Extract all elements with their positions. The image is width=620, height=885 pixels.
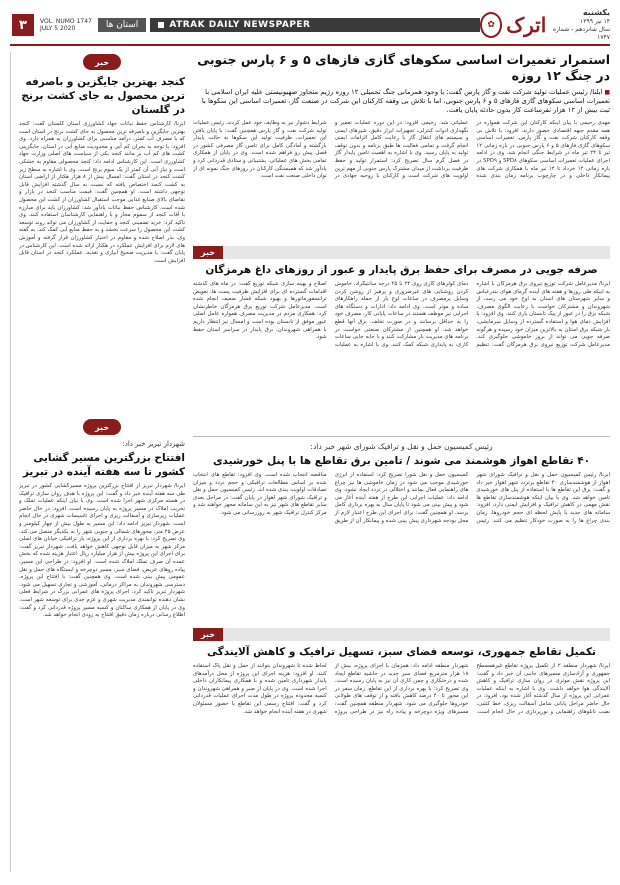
volume-info [40,18,92,32]
story3-kicker: رئیس کمیسیون حمل و نقل و ترافیک شورای شهر خبر داد: [310,442,493,451]
story2-body: ایرنا/ مدیرعامل شرکت توزیع نیروی برق هرمزگان با اشاره به اینکه طی روزها و هفته های آینده گرمای هوای بندرعباس و سایر شهرستان های استان به اوج خود می رسد، از شهروندان و مشترکان خواست با رعایت الگوی مصرف، شبکه برق را در عبور از پیک تابستان یاری کنند. وی افزود: با افزایش دمای هوا و استفاده گسترده از وسایل سرمایشی، بار شبکه برق استان به بالاترین میزان خود رسیده و هرگونه صرفه جویی می تواند از بروز خاموشی جلوگیری کند. مدیرعامل شرکت توزیع نیروی برق هرمزگان گفت: تنظیم دمای کولرهای گازی روی ۲۴ تا ۲۵ درجه سانتیگراد، خاموش کردن روشنایی های غیرضروری و پرهیز از روشن کردن وسایل پرمصرف در ساعات اوج بار از جمله راهکارهای ساده و موثر است. وی ادامه داد: ادارات و دستگاه های اجرایی نیز موظف هستند در ساعات پایانی کار، مصرف خود را به حداقل برسانند و در صورت تخلف، برق آنها قطع خواهد شد. او همچنین از مشترکان صنعتی خواست در برنامه های مدیریت بار مشارکت کنند و با جابه جایی ساعات کاری، به پایداری شبکه کمک کنند. وی با اشاره به عملیات اصلاح و بهینه سازی شبکه توزیع گفت: در ماه های گذشته اقدامات گسترده ای برای افزایش ظرفیت پست ها، تعویض ترانسفورماتورها و بهبود شبکه فشار ضعیف انجام شده است. مدیرعامل شرکت توزیع برق هرمزگان خاطرنشان کرد: همکاری مردم در مدیریت مصرف همواره عامل اصلی عبور موفق از تابستان بوده است و امسال نیز انتظار داریم با همراهی شهروندان، برق پایدار در سراسر استان حفظ شود. [193,281,610,348]
section-label: استان ها [98,18,146,32]
lead-story-body: مهدی رحیمی با بیان اینکه کارکنان این شرکت همواره در همه مقدم جبهه اقتصادی حضور دارند، افزود: با تلاش بی وقفه کارکنان شرکت نفت و گاز پارس، تعمیرات اساسی سکوهای گازی فازهای ۵ و ۶ پارس جنوبی در بازه زمانی ۱۲ تیر تا ۲۴ تیر ماه در شرایط جنگی انجام شد. وی در ادامه اجرای عملیات تعمیرات اساسی سکوهای SPD۸ و SPD۹ در بازه زمانی ۱۴ خرداد تا ۱۴ تیر ماه با همکاری شرکت های پیمانکار داخلی و در چارچوب برنامه زمان بندی شده عملیاتی شد. رحیمی افزود: در این دوره عملیات تعمیر و نگهداری ادوات کنترلی، تجهیزات ابزار دقیق، شیرهای ایمنی و سیستم های انتقال گاز با رعایت کامل الزامات ایمنی انجام گرفت و تمامی فعالیت ها طبق برنامه و بدون توقف تولید به پایان رسید. وی با اشاره به اهمیت تامین پایدار گاز در فصل گرم سال تصریح کرد: استمرار تولید و حفظ ظرفیت برداشت از میدان مشترک پارس جنوبی از مهم ترین اولویت های شرکت است و کارکنان با روحیه جهادی در شرایط دشوار نیز به وظایف خود عمل کردند. رئیس عملیات تولید شرکت نفت و گاز پارس همچنین گفت: با پایان یافتن این تعمیرات، ظرفیت تولید این سکوها به حالت پایدار بازگشته و آمادگی کامل برای تامین گاز مصرفی کشور در فصل پیش رو فراهم شده است. وی در پایان از همکاری تمامی بخش های عملیاتی، پشتیبانی و ستادی قدردانی کرد و یادآور شد که همبستگی کارکنان در روزهای جنگ نمونه ای از توان داخلی صنعت نفت است. [193,120,610,180]
masthead [10,6,610,46]
story3-title: ۴۰ تقاطع اهواز هوشمند می شوند / تامین برق تقاطع ها با پنل خورشیدی [212,455,591,467]
story4-tag-bar [193,628,610,641]
side2-badge [19,419,185,435]
story4-title: تکمیل تقاطع جمهوری، توسعه فضای سبز، تسهیل ترافیک و کاهش آلایندگی [207,646,596,658]
volume-line: VOL. NUMO 1747 [40,18,92,25]
side1-body: ایرنا/ کارشناس حفظ نباتات جهاد کشاورزی استان گلستان گفت: کنجد بهترین جایگزین و باصرفه ترین محصول به جای کشت برنج در استان است که با مصرف آب کمتر، درآمد مناسبی برای کشاورزان به همراه دارد. وی افزود: با توجه به بحران کم آبی و محدودیت منابع آبی در استان، جایگزینی کشت های کم آب بر مانند کنجد یکی از سیاست های اصلی وزارت جهاد کشاورزی است. این کارشناس ادامه داد: کنجد محصولی مقاوم به خشکی است و نیاز آبی آن کمتر از یک سوم برنج است. وی با اشاره به سطح زیر کشت کنجد در استان گفت: امسال بیش از ۸ هزار هکتار از اراضی استان به کشت کنجد اختصاص یافته که نسبت به سال گذشته افزایش قابل توجهی داشته است. او همچنین گفت: قیمت مناسب کنجد در بازار و تقاضای بالای صنایع غذایی موجب استقبال کشاورزان از کشت این محصول شده است. کارشناس حفظ نباتات یادآور شد: کشاورزان باید برای مبارزه با آفات کنجد از سموم مجاز و با راهنمایی کارشناسان استفاده کنند. وی تاکید کرد: خرید تضمینی کنجد و حمایت از کشاورزان می تواند روند توسعه کشت این محصول را سرعت بخشد و به حفظ منابع آبی کمک کند. به گفته وی، بذر اصلاح شده و مقاوم در اختیار کشاورزان قرار گرفته و آموزش های لازم برای افزایش عملکرد در هکتار ارائه شده است. این کارشناس در پایان گفت: با مدیریت صحیح آبیاری و تغذیه، عملکرد کنجد در استان قابل افزایش است. [19,121,185,264]
persian-date: ۱۴ تیر ۱۳۹۹ [580,17,610,25]
atrak-emblem-icon: ✿ [480,12,502,38]
english-date: JULY 5 2020 [40,25,76,32]
main-column [193,52,610,872]
english-title-bar [150,18,480,32]
page-number: ۳ [12,14,34,36]
logo-block [480,9,610,42]
lead-story-title: استمرار تغمیرات اساسی سکوهای گازی فازهای ۵ و ۶ پارس جنوبی در جنگ ۱۲ روزه [197,52,610,83]
lead-story-lead: ■ ایلنا/ رئیس عملیات تولید شرکت نفت و گاز پارس گفت: با وجود همزمانی جنگ تحمیلی ۱۲ روزه رژیم متجاوز صهیونیستی علیه ایران اسلامی با تعمیرات اساسی سکوهای گازی فازهای ۵ و ۶ پارس جنوبی، اما با تلاش بی وقفه کارکنان این شرکت در صنعت گاز، تعمیرات اساسی این سکوها با ثبت بیش از ۱۲ هزار نفرساعت کار بدون حادثه پایان یافت. [193,88,610,115]
side1-badge [19,54,185,70]
square-icon [158,22,164,28]
story2-tag: خبر [193,246,223,259]
issue-line: سال شانزدهم - شماره ۱۷۴۷ [552,25,610,41]
story4-tag: خبر [193,628,223,641]
story4-body: ایرنا/ شهردار منطقه ۲ از تکمیل پروژه تقاطع غیرهمسطح جمهوری و آزادسازی مسیرهای جانبی آن خبر داد و گفت: این پروژه نقش موثری در روان سازی ترافیک و کاهش آلایندگی هوا خواهد داشت. وی با اشاره به اینکه عملیات عمرانی این پروژه از سال گذشته آغاز شده بود، افزود: در حال حاضر مراحل پایانی شامل آسفالت ریزی، خط کشی، نصب تابلوهای راهنمایی و نورپردازی در حال انجام است. شهردار منطقه ادامه داد: همزمان با اجرای پروژه، بیش از ۱۸ هزار مترمربع فضای سبز جدید در حاشیه تقاطع ایجاد شده و درختکاری و چمن کاری آن نیز به پایان رسیده است. وی تصریح کرد: با بهره برداری از این تقاطع، زمان سفر در این محور تا ۴۰ درصد کاهش یافته و از توقف های طولانی خودروها جلوگیری می شود. شهردار منطقه همچنین گفت: مسیرهای ویژه دوچرخه و پیاده راه نیز در طراحی پروژه لحاظ شده تا شهروندان بتوانند از حمل و نقل پاک استفاده کنند. او افزود: هزینه اجرای این پروژه از محل درآمدهای پایدار شهرداری تامین شده و با همکاری پیمانکاران داخلی اجرا شده است. وی در پایان از صبر و همراهی شهروندان و کسبه محدوده پروژه در طول مدت اجرای عملیات قدردانی کرد و گفت: افتتاح رسمی این تقاطع با حضور مسئولان شهری در هفته آینده انجام خواهد شد. [193,663,610,715]
side2-tag: خبر [83,419,121,435]
side2-title: افتتاح بزرگترین مسیر گشایی کشور تا سه هفته آینده در تبریز [22,452,185,478]
side1-title: کنجد بهترین جایگزین و باصرفه ترین محصول به جای کشت برنج در گلستان [21,76,185,116]
story2-tag-bar [193,246,610,259]
logo-text: اترک [506,13,547,37]
day-name: یکشنبه [582,7,610,17]
story3-body: ایرنا/ رئیس کمیسیون حمل و نقل و ترافیک شورای شهر اهواز از هوشمندسازی ۴۰ تقاطع پرتردد شهر اهواز خبر داد و گفت: برق این تقاطع ها با استفاده از پنل های خورشیدی تامین خواهد شد. وی با بیان اینکه هوشمندسازی تقاطع ها نقش مهمی در کاهش ترافیک و افزایش ایمنی دارد، افزود: سامانه های جدید با پایش لحظه ای حجم خودروها، زمان بندی چراغ ها را به صورت خودکار تنظیم می کنند. رئیس کمیسیون حمل و نقل شورا تصریح کرد: استفاده از انرژی خورشیدی موجب می شود در زمان خاموشی ها نیز چراغ های راهنمایی فعال بمانند و اختلالی در تردد ایجاد نشود. وی ادامه داد: عملیات اجرایی این طرح از هفته آینده آغاز می شود و پیش بینی می شود تا پایان سال به بهره برداری کامل برسد. او همچنین گفت: برای اجرای این طرح اعتبار لازم از محل بودجه شهرداری پیش بینی شده و پیمانکار آن از طریق مناقصه انتخاب شده است. وی افزود: تقاطع های انتخاب شده بر اساس مطالعات ترافیکی و حجم تردد و میزان تصادفات اولویت بندی شده اند. رئیس کمیسیون حمل و نقل و ترافیک شورای شهر اهواز در پایان گفت: در مراحل بعدی سایر تقاطع های شهر نیز به این سامانه مجهز خواهند شد و مرکز کنترل ترافیک شهر به روزرسانی می شود. [193,472,610,524]
date-block [550,9,610,42]
side-column [10,52,185,872]
side1-tag: خبر [83,54,121,70]
english-title: ATRAK DAILY NEWSPAPER [169,20,311,30]
side2-body: ایرنا/ شهردار تبریز از افتتاح بزرگترین پروژه مسیرگشایی کشور در تبریز طی سه هفته آینده خبر داد و گفت: این پروژه با هدف روان سازی ترافیک در هسته مرکزی شهر اجرا شده است. وی با بیان اینکه عملیات تملک و تخریب املاک در مسیر پروژه به پایان رسیده است، افزود: در حال حاضر عملیات زیرسازی و آسفالت ریزی و اجرای تاسیسات شهری در حال انجام است. شهردار تبریز ادامه داد: این مسیر به طول بیش از چهار کیلومتر و عرض ۴۵ متر، محورهای شمالی و جنوبی شهر را به یکدیگر متصل می کند. وی تصریح کرد: با بهره برداری از این پروژه، بار ترافیکی خیابان های اصلی مرکز شهر به میزان قابل توجهی کاهش خواهد یافت. شهردار تبریز گفت: برای اجرای این پروژه بیش از هزار میلیارد ریال اعتبار هزینه شده که بخش عمده آن صرف تملک املاک شده است. او افزود: در طراحی این مسیر، پیاده روهای عریض، فضای سبز، مسیر دوچرخه و ایستگاه های حمل و نقل عمومی پیش بینی شده است. وی همچنین گفت: با افتتاح این پروژه، دسترسی شهروندان به مراکز درمانی، آموزشی و تجاری تسهیل می شود. شهردار تبریز تاکید کرد: اجرای پروژه های عمرانی بزرگ در شرایط فعلی نشان دهنده توانمندی مدیریت شهری و عزم جدی برای توسعه شهر است. وی در پایان از همکاری ساکنان و کسبه مسیر پروژه قدردانی کرد و گفت: اطلاع رسانی درباره زمان دقیق افتتاح به زودی انجام خواهد شد. [19,483,185,619]
side2-kicker: شهردار تبریز خبر داد: [122,440,185,448]
story2-title: صرفه جویی در مصرف برای حفظ برق پایدار و عبور از روزهای داغ هرمزگان [205,264,598,276]
